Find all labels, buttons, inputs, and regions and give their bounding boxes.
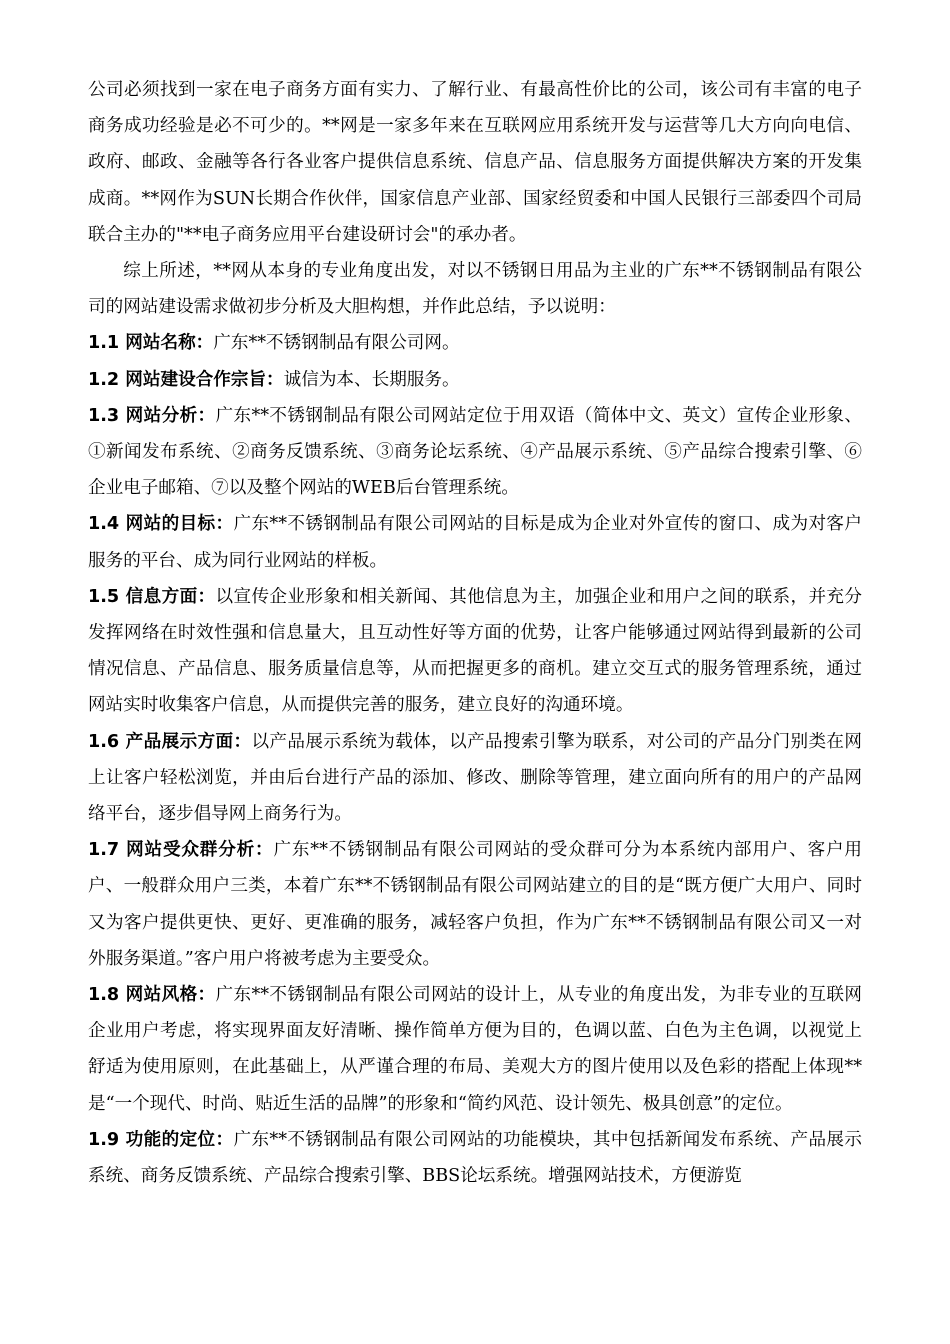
section-1-9 xyxy=(88,1122,862,1194)
section-heading: 1.2 网站建设合作宗旨： xyxy=(88,369,284,390)
document-page xyxy=(88,72,862,1194)
summary-paragraph: 综上所述，**网从本身的专业角度出发，对以不锈钢日用品为主业的广东**不锈钢制品有限公司的网站建设需求做初步分析及大胆构想，并作此总结，予以说明： xyxy=(88,261,862,318)
section-heading: 1.5 信息方面： xyxy=(88,586,216,607)
section-1-8 xyxy=(88,977,862,1122)
section-1-7 xyxy=(88,832,862,977)
section-1-1 xyxy=(88,325,862,361)
section-1-4 xyxy=(88,506,862,578)
section-text: 广东**不锈钢制品有限公司网站的受众群可分为本系统内部用户、客户用户、一般群众用户三类，本着广东**不锈钢制品有限公司网站建立的目的是“既方便广大用户、同时又为客户提供更快、更好、更准确的服务，减轻客户负担，作为广东**不锈钢制品有限公司又一对外服务渠道。”客户用户将被考虑为主要受众。 xyxy=(88,840,862,969)
section-text: 广东**不锈钢制品有限公司网站的功能模块，其中包括新闻发布系统、产品展示系统、商务反馈系统、产品综合搜索引擎、BBS论坛系统。增强网站技术，方便游览 xyxy=(88,1129,862,1187)
section-heading: 1.4 网站的目标： xyxy=(88,514,234,535)
section-1-6 xyxy=(88,724,862,833)
section-heading: 1.9 功能的定位： xyxy=(88,1129,234,1150)
section-heading: 1.6 产品展示方面： xyxy=(88,731,252,752)
section-heading: 1.8 网站风格： xyxy=(88,985,216,1006)
section-text: 广东**不锈钢制品有限公司网。 xyxy=(213,333,460,354)
section-1-3 xyxy=(88,398,862,507)
section-heading: 1.3 网站分析： xyxy=(88,405,216,426)
section-1-5 xyxy=(88,579,862,724)
section-text: 广东**不锈钢制品有限公司网站的目标是成为企业对外宣传的窗口、成为对客户服务的平台、成为同行业网站的样板。 xyxy=(88,514,862,571)
section-1-2 xyxy=(88,362,862,398)
section-text: 广东**不锈钢制品有限公司网站的设计上，从专业的角度出发，为非专业的互联网企业用户考虑，将实现界面友好清晰、操作简单方便为目的，色调以蓝、白色为主色调，以视觉上舒适为使用原则，在此基础上，从严谨合理的布局、美观大方的图片使用以及色彩的搭配上体现**是“一个现代、时尚、贴近生活的品牌”的形象和“简约风范、设计领先、极具创意”的定位。 xyxy=(88,985,862,1114)
intro-paragraph: 公司必须找到一家在电子商务方面有实力、了解行业、有最高性价比的公司，该公司有丰富的电子商务成功经验是必不可少的。**网是一家多年来在互联网应用系统开发与运营等几大方向向电信、政府、邮政、金融等各行各业客户提供信息系统、信息产品、信息服务方面提供解决方案的开发集成商。**网作为SUN长期合作伙伴，国家信息产业部、国家经贸委和中国人民银行三部委四个司局联合主办的"**电子商务应用平台建设研讨会"的承办者。 xyxy=(88,80,862,245)
section-text: 以宣传企业形象和相关新闻、其他信息为主，加强企业和用户之间的联系，并充分发挥网络在时效性强和信息量大，且互动性好等方面的优势，让客户能够通过网站得到最新的公司情况信息、产品信息、服务质量信息等，从而把握更多的商机。建立交互式的服务管理系统，通过网站实时收集客户信息，从而提供完善的服务，建立良好的沟通环境。 xyxy=(88,586,862,716)
section-heading: 1.1 网站名称： xyxy=(88,333,214,354)
section-text: 广东**不锈钢制品有限公司网站定位于用双语（简体中文、英文）宣传企业形象、①新闻发布系统、②商务反馈系统、③商务论坛系统、④产品展示系统、⑤产品综合搜索引擎、⑥企业电子邮箱、⑦以及整个网站的WEB后台管理系统。 xyxy=(88,405,862,499)
section-heading: 1.7 网站受众群分析： xyxy=(88,840,274,861)
section-text: 诚信为本、长期服务。 xyxy=(283,369,460,390)
section-text: 以产品展示系统为载体，以产品搜索引擎为联系，对公司的产品分门别类在网上让客户轻松浏览，并由后台进行产品的添加、修改、删除等管理，建立面向所有的用户的产品网络平台，逐步倡导网上商务行为。 xyxy=(88,731,862,825)
